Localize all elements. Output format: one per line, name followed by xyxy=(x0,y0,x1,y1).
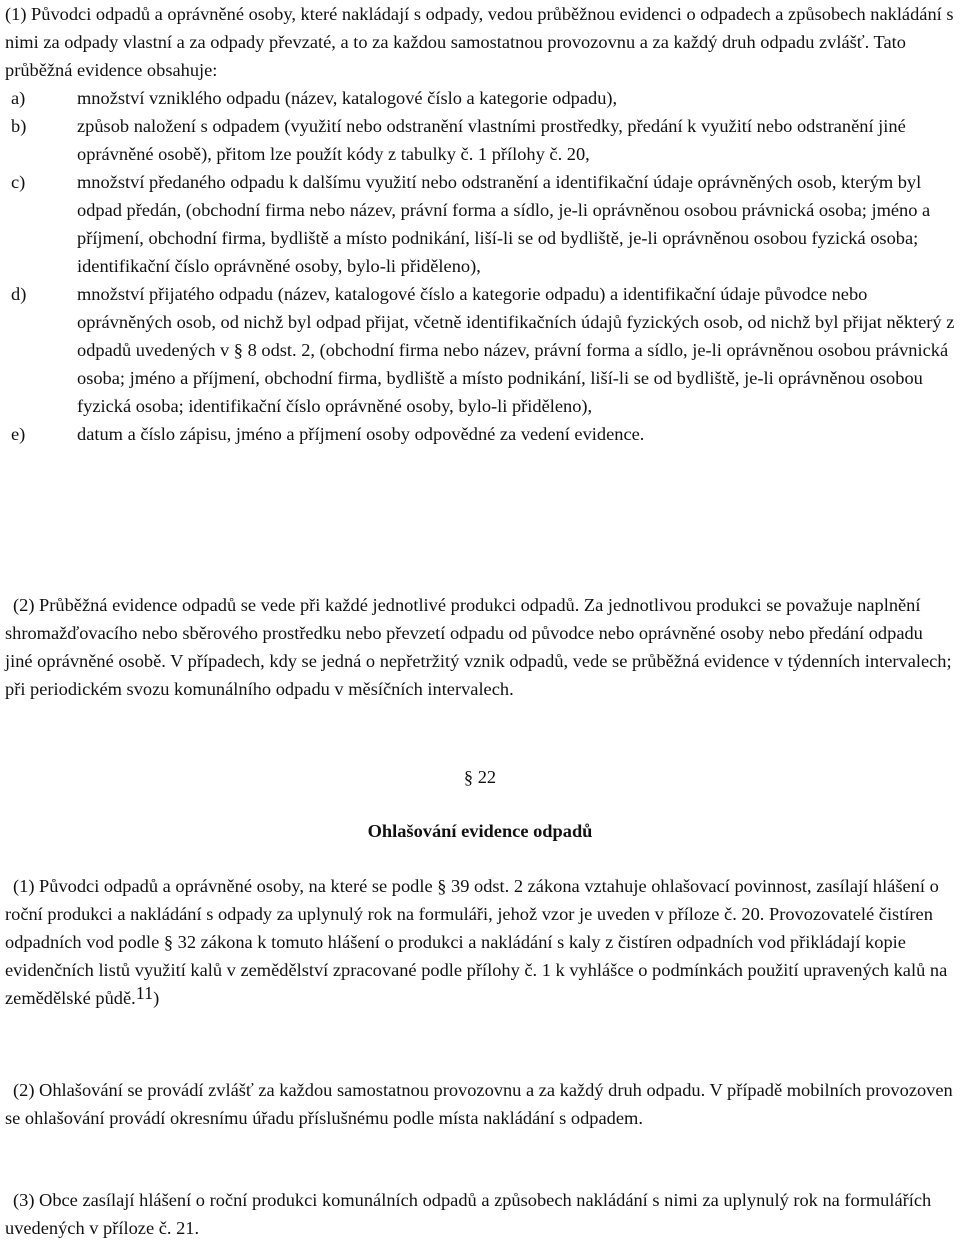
list-item-b xyxy=(11,112,956,168)
evidence-items-list xyxy=(11,84,956,448)
footnote-reference: 11 xyxy=(135,983,154,1003)
paragraph-4 xyxy=(5,1076,955,1132)
list-item-e xyxy=(11,420,956,448)
paragraph-2-text: (2) Průběžná evidence odpadů se vede při každé jednotlivé produkci odpadů. Za jednotlivou produkci se považuje naplnění shromažďovacího nebo sběrového prostředku nebo převzetí odpadu od původce nebo oprávněné osoby nebo předání odpadu jiné oprávněné osobě. V případech, kdy se jedná o nepřetržitý vznik odpadů, vede se průběžná evidence v týdenních intervalech; při periodickém svozu komunálního odpadu v měsíčních intervalech. xyxy=(5,595,952,699)
paragraph-1-text: (1) Původci odpadů a oprávněné osoby, které nakládají s odpady, vedou průběžnou evidenci o odpadech a způsobech nakládání s nimi za odpady vlastní a za odpady převzaté, a to za každou samostatnou provozovnu a za každý druh odpadu zvlášť. Tato průběžná evidence obsahuje: xyxy=(5,4,954,80)
paragraph-3 xyxy=(5,872,955,1012)
list-marker: b) xyxy=(11,116,27,136)
list-item-text: množství přijatého odpadu (název, katalogové číslo a kategorie odpadu) a identifikační údaje původce nebo oprávněných osob, od nichž byl odpad přijat, včetně identifikačních údajů fyzických osob, od nichž byl přijat některý z odpadů uvedených v § 8 odst. 2, (obchodní firma nebo název, právní forma a sídlo, je-li oprávněnou osobou právnická osoba; jméno a příjmení, obchodní firma, bydliště a místo podnikání, liší-li se od bydliště, je-li oprávněnou osobou fyzická osoba; identifikační číslo oprávněné osoby, bylo-li přiděleno), xyxy=(77,284,955,416)
list-item-text: množství vzniklého odpadu (název, katalogové číslo a kategorie odpadu), xyxy=(77,88,618,108)
list-item-c xyxy=(11,168,956,280)
list-marker: c) xyxy=(11,172,26,192)
list-item-d xyxy=(11,280,956,420)
list-marker: e) xyxy=(11,424,26,444)
list-item-text: množství předaného odpadu k dalšímu využití nebo odstranění a identifikační údaje oprávněných osob, kterým byl odpad předán, (obchodní firma nebo název, právní forma a sídlo, je-li oprávněnou osobou právnická osoba; jméno a příjmení, obchodní firma, bydliště a místo podnikání, liší-li se od bydliště, je-li oprávněnou osobou fyzická osoba; identifikační číslo oprávněné osoby, bylo-li přiděleno), xyxy=(77,172,931,276)
section-title: Ohlašování evidence odpadů xyxy=(367,821,593,841)
paragraph-4-text: (2) Ohlašování se provádí zvlášť za každou samostatnou provozovnu a za každý druh odpadu. V případě mobilních provozoven se ohlašování provádí okresnímu úřadu příslušnému podle místa nakládání s odpadem. xyxy=(5,1080,953,1128)
paragraph-5-text: (3) Obce zasílají hlášení o roční produkci komunálních odpadů a způsobech nakládání s nimi za uplynulý rok na formulářích uvedených v příloze č. 21. xyxy=(5,1190,932,1238)
list-item-a xyxy=(11,84,956,112)
paragraph-5 xyxy=(5,1186,955,1242)
paragraph-1-intro xyxy=(5,0,955,84)
list-item-text: datum a číslo zápisu, jméno a příjmení osoby odpovědné za vedení evidence. xyxy=(77,424,645,444)
footnote-closing: ) xyxy=(153,988,160,1008)
paragraph-3-text: (1) Původci odpadů a oprávněné osoby, na které se podle § 39 odst. 2 zákona vztahuje ohlašovací povinnost, zasílají hlášení o roční produkci a nakládání s odpady za uplynulý rok na formuláři, jehož vzor je uveden v příloze č. 20. Provozovatelé čistíren odpadních vod podle § 32 zákona k tomuto hlášení o produkci a nakládání s kaly z čistíren odpadních vod přikládají kopie evidenčních listů využití kalů v zemědělství zpracované podle přílohy č. 1 k vyhlášce o podmínkách použití upravených kalů na zemědělské půdě. xyxy=(5,876,948,1008)
paragraph-2 xyxy=(5,591,955,703)
section-number: § 22 xyxy=(463,767,497,787)
list-marker: d) xyxy=(11,284,27,304)
list-marker: a) xyxy=(11,88,26,108)
list-item-text: způsob naložení s odpadem (využití nebo odstranění vlastními prostředky, předání k využití nebo odstranění jiné oprávněné osobě), přitom lze použít kódy z tabulky č. 1 přílohy č. 20, xyxy=(77,116,906,164)
